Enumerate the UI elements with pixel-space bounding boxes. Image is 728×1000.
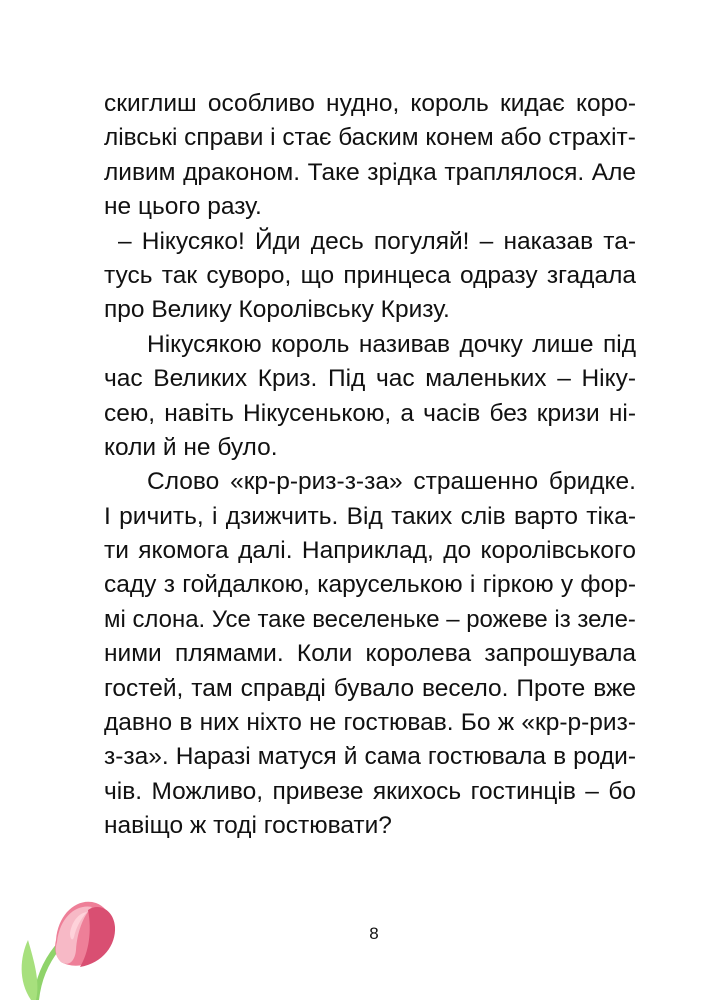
text-line: час Великих Криз. Під час маленьких – Ніку-	[104, 365, 636, 393]
text-line: Слово «кр-р-риз-з-за» страшенно бридке.	[147, 468, 636, 496]
text-line: давно в них ніхто не гостював. Бо ж «кр-р-риз-	[104, 709, 636, 737]
tulip-leaf	[22, 940, 38, 1000]
text-line: лівські справи і стає баским конем або страхіт-	[104, 124, 636, 152]
text-line: саду з гойдалкою, каруселькою і гіркою у фор-	[104, 571, 636, 599]
text-line: про Велику Королівську Кризу.	[104, 296, 450, 324]
tulip-stem	[36, 948, 57, 1000]
text-line: – Нікусяко! Йди десь погуляй! – наказав та-	[118, 227, 636, 255]
text-line: тусь так суворо, що принцеса одразу згадала	[104, 261, 636, 289]
text-line: мі слона. Усе таке веселеньке – рожеве із зеле-	[104, 605, 636, 633]
text-line: Нікусякою король називав дочку лише під	[147, 330, 636, 358]
page-number: 8	[369, 924, 379, 943]
text-line: ти якомога далі. Наприклад, до королівського	[104, 537, 636, 565]
text-line: чів. Можливо, привезе якихось гостинців – бо	[104, 777, 636, 805]
body-text	[104, 87, 636, 844]
text-line: коли й не було.	[104, 433, 278, 461]
tulip-icon	[0, 885, 130, 1000]
text-line: ливим драконом. Таке зрідка траплялося. Але	[104, 158, 636, 186]
text-line: скиглиш особливо нудно, король кидає коро-	[104, 90, 636, 117]
text-line: ними плямами. Коли королева запрошувала	[104, 640, 636, 668]
text-line: сею, навіть Нікусенькою, а часів без кризи ні-	[104, 399, 636, 427]
text-line: з-за». Наразі матуся й сама гостювала в роди-	[104, 743, 636, 771]
text-line: І ричить, і дзижчить. Від таких слів варто тіка-	[104, 502, 636, 530]
text-line: навіщо ж тоді гостювати?	[104, 812, 392, 840]
text-line: не цього разу.	[104, 193, 262, 221]
text-line: гостей, там справді бувало весело. Проте вже	[104, 674, 636, 702]
